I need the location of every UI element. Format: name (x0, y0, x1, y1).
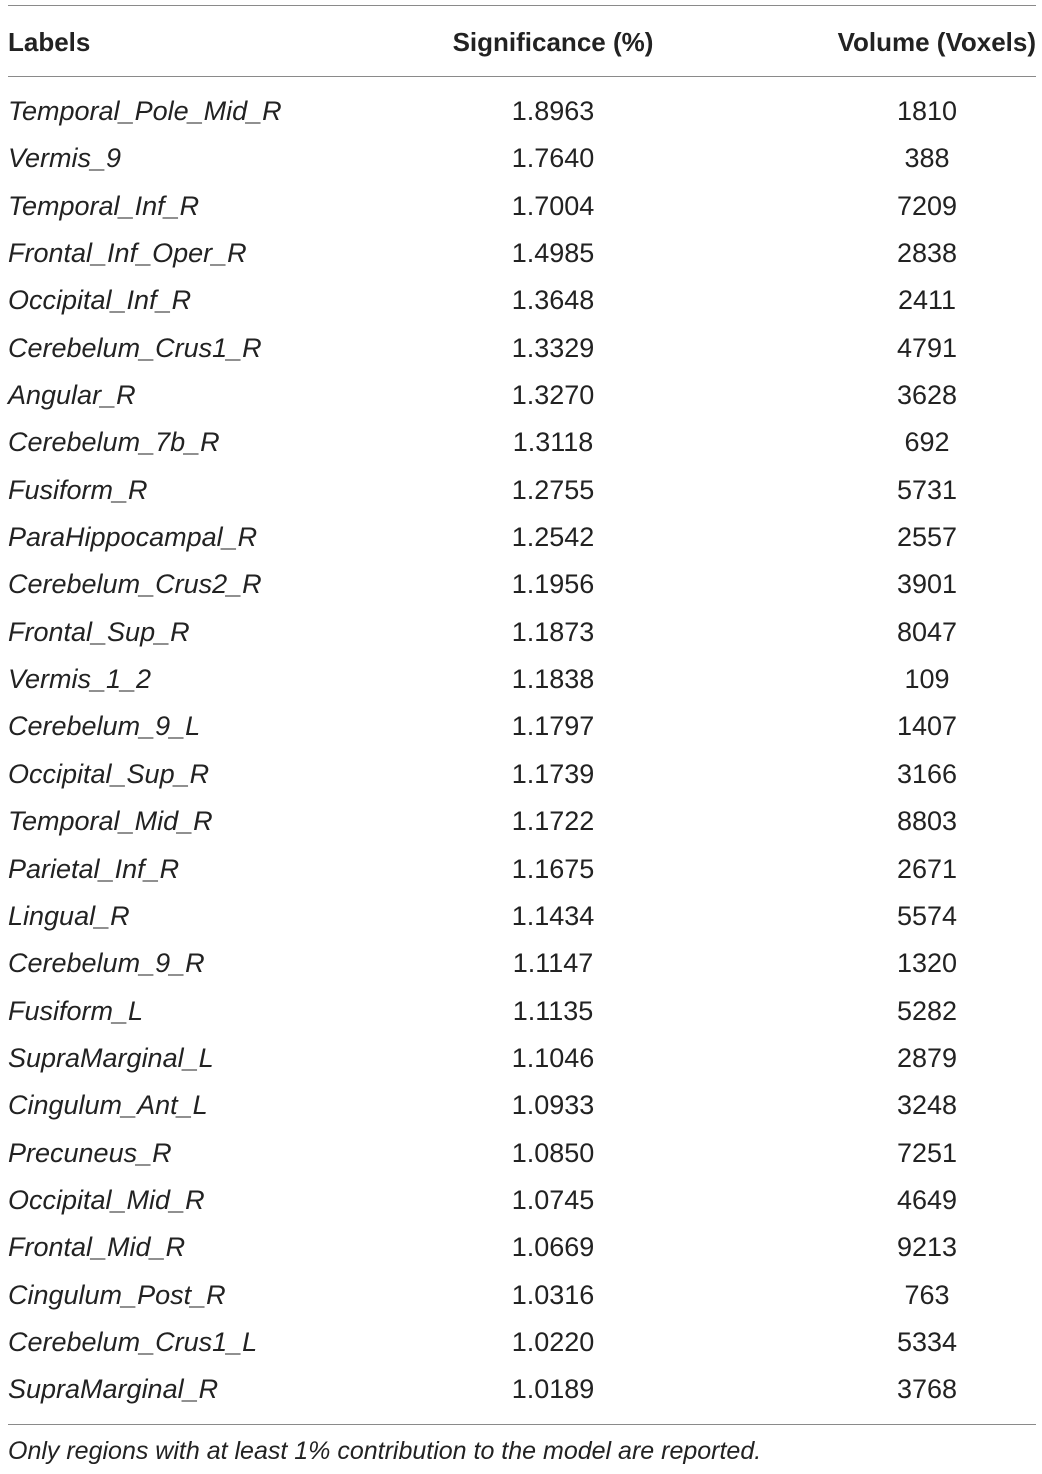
table-row (0, 230, 1042, 277)
cell-volume: 763 (904, 1279, 950, 1310)
cell-label: Cingulum_Post_R (8, 1279, 226, 1310)
cell-label: Occipital_Sup_R (8, 758, 210, 789)
cell-volume: 8803 (896, 806, 958, 837)
cell-label: Parietal_Inf_R (8, 853, 180, 884)
cell-significance: 1.0933 (511, 1090, 595, 1121)
cell-significance: 1.1797 (511, 711, 595, 742)
cell-volume: 5731 (896, 474, 958, 505)
cell-label: Vermis_1_2 (8, 664, 152, 695)
cell-volume: 5282 (896, 995, 958, 1026)
cell-significance: 1.1956 (511, 569, 595, 600)
cell-label: Cerebelum_9_L (8, 711, 201, 742)
cell-significance: 1.4985 (511, 238, 595, 269)
cell-significance: 1.3329 (511, 332, 595, 363)
cell-volume: 2671 (896, 853, 958, 884)
cell-volume: 2557 (896, 522, 958, 553)
table-row (0, 514, 1042, 561)
table-row (0, 893, 1042, 940)
table-top-rule (8, 5, 1036, 6)
cell-significance: 1.1046 (511, 1042, 595, 1073)
cell-significance: 1.3648 (511, 285, 595, 316)
cell-significance: 1.1434 (511, 900, 595, 931)
table-row (0, 1177, 1042, 1224)
table-row (0, 372, 1042, 419)
cell-label: Cingulum_Ant_L (8, 1090, 208, 1121)
cell-volume: 3628 (896, 380, 958, 411)
cell-significance: 1.0220 (511, 1326, 595, 1357)
cell-significance: 1.1722 (511, 806, 595, 837)
cell-significance: 1.7640 (511, 143, 595, 174)
cell-significance: 1.7004 (511, 190, 595, 221)
cell-significance: 1.1739 (511, 758, 595, 789)
table-row (0, 703, 1042, 750)
cell-label: Fusiform_L (8, 995, 144, 1026)
cell-significance: 1.0316 (511, 1279, 595, 1310)
cell-label: Cerebelum_Crus1_L (8, 1326, 258, 1357)
cell-label: Cerebelum_Crus2_R (8, 569, 262, 600)
cell-volume: 1407 (896, 711, 958, 742)
cell-label: Cerebelum_7b_R (8, 427, 220, 458)
cell-label: SupraMarginal_R (8, 1374, 219, 1405)
cell-volume: 388 (904, 143, 950, 174)
header-volume: Volume (Voxels) (837, 27, 1036, 57)
table-row (0, 135, 1042, 182)
table-row (0, 940, 1042, 987)
cell-significance: 1.1147 (512, 948, 594, 979)
table-row (0, 277, 1042, 324)
cell-significance: 1.3270 (511, 380, 595, 411)
cell-label: Frontal_Sup_R (8, 616, 190, 647)
cell-significance: 1.0189 (511, 1374, 595, 1405)
cell-label: Temporal_Pole_Mid_R (8, 96, 282, 126)
table-header-rule (8, 76, 1036, 77)
table-row (0, 609, 1042, 656)
table-row (0, 1366, 1042, 1413)
cell-volume: 3901 (896, 569, 958, 600)
cell-label: Angular_R (8, 380, 136, 411)
table-row (0, 1272, 1042, 1319)
table-row (0, 751, 1042, 798)
table-row (0, 183, 1042, 230)
table-row (0, 561, 1042, 608)
table-row (0, 656, 1042, 703)
cell-volume: 5334 (896, 1326, 958, 1357)
cell-significance: 1.1675 (511, 853, 595, 884)
cell-significance: 1.1135 (512, 995, 594, 1026)
table-row (0, 988, 1042, 1035)
cell-significance: 1.0850 (511, 1137, 595, 1168)
cell-volume: 4791 (896, 332, 958, 363)
cell-label: Lingual_R (8, 900, 130, 931)
cell-volume: 2838 (896, 238, 958, 269)
cell-label: Occipital_Inf_R (8, 285, 192, 316)
cell-label: Occipital_Mid_R (8, 1184, 205, 1215)
cell-volume: 692 (904, 427, 950, 458)
cell-volume: 3248 (896, 1090, 958, 1121)
table-row (0, 1130, 1042, 1177)
header-significance: Significance (%) (452, 27, 654, 57)
cell-significance: 1.2755 (511, 474, 595, 505)
cell-significance: 1.0669 (511, 1232, 595, 1263)
cell-volume: 1810 (896, 96, 958, 126)
cell-label: Frontal_Inf_Oper_R (8, 238, 247, 269)
table-row (0, 1319, 1042, 1366)
table-row (0, 1082, 1042, 1129)
table-row (0, 88, 1042, 135)
cell-volume: 3166 (896, 758, 958, 789)
cell-volume: 3768 (896, 1374, 958, 1405)
cell-label: Temporal_Inf_R (8, 190, 200, 221)
table-footnote: Only regions with at least 1% contribution to the model are reported. (8, 1437, 762, 1465)
cell-significance: 1.8963 (511, 96, 595, 126)
table-row (0, 1224, 1042, 1271)
header-labels: Labels (8, 27, 91, 57)
cell-volume: 2411 (897, 285, 957, 316)
cell-label: ParaHippocampal_R (8, 522, 258, 553)
table-row (0, 846, 1042, 893)
cell-label: Cerebelum_Crus1_R (8, 332, 262, 363)
cell-volume: 9213 (896, 1232, 958, 1263)
cell-significance: 1.2542 (511, 522, 595, 553)
cell-volume: 7251 (896, 1137, 958, 1168)
cell-label: SupraMarginal_L (8, 1042, 214, 1073)
table-body (0, 88, 1042, 1414)
table-row (0, 1035, 1042, 1082)
table-bottom-rule (8, 1424, 1036, 1425)
cell-label: Cerebelum_9_R (8, 948, 205, 979)
cell-volume: 4649 (896, 1184, 958, 1215)
cell-volume: 2879 (896, 1042, 958, 1073)
cell-significance: 1.3118 (512, 427, 594, 458)
cell-label: Temporal_Mid_R (8, 806, 213, 837)
cell-label: Precuneus_R (8, 1137, 172, 1168)
cell-volume: 5574 (896, 900, 958, 931)
cell-volume: 1320 (896, 948, 958, 979)
cell-significance: 1.1838 (511, 664, 595, 695)
cell-label: Frontal_Mid_R (8, 1232, 186, 1263)
cell-significance: 1.1873 (511, 616, 595, 647)
cell-label: Vermis_9 (8, 143, 122, 174)
table-row (0, 467, 1042, 514)
cell-volume: 7209 (896, 190, 958, 221)
cell-label: Fusiform_R (8, 474, 148, 505)
table-row (0, 419, 1042, 466)
table-row (0, 325, 1042, 372)
table-header (0, 22, 1042, 62)
cell-volume: 109 (904, 664, 950, 695)
table-row (0, 798, 1042, 845)
cell-volume: 8047 (896, 616, 958, 647)
cell-significance: 1.0745 (511, 1184, 595, 1215)
